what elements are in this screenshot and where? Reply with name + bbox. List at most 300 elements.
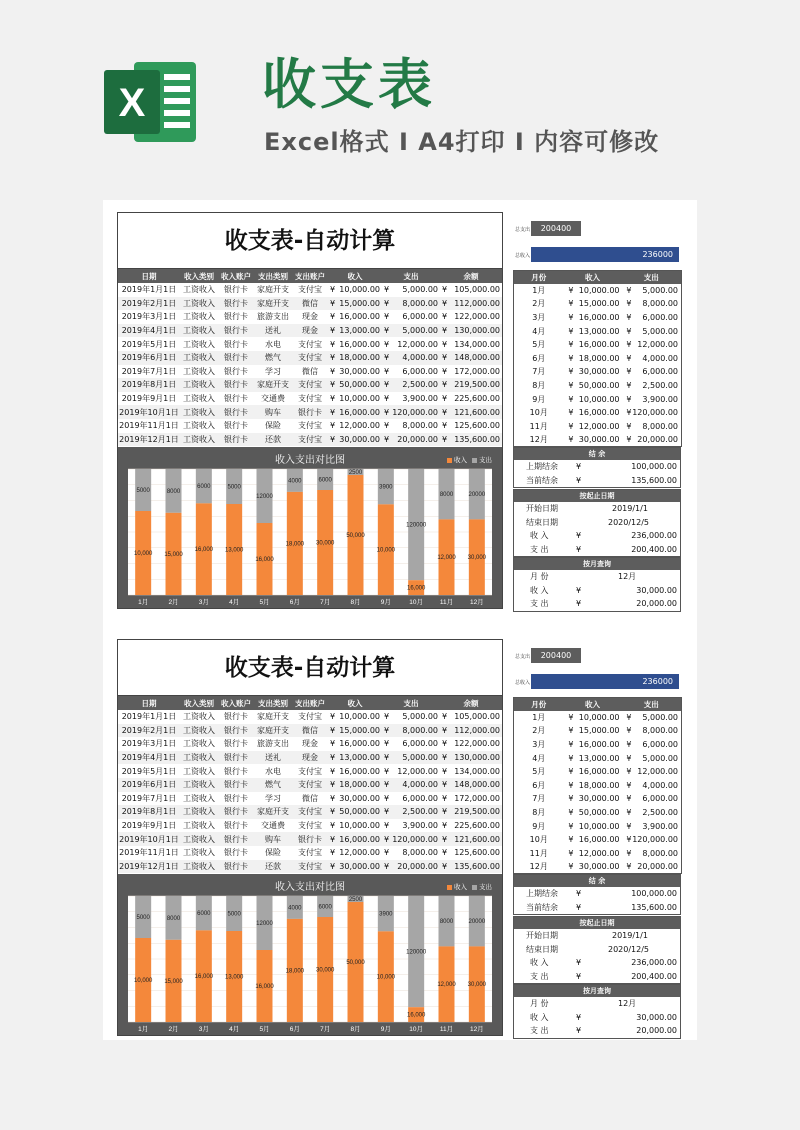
cur-balance-value: 135,600.00 (631, 475, 677, 485)
x-tick-label: 2月 (168, 599, 179, 606)
table-cell[interactable]: 银行卡 (218, 724, 254, 738)
table-cell[interactable]: 4,000.00 (392, 351, 440, 365)
table-cell[interactable]: 支付宝 (298, 285, 322, 295)
table-cell[interactable]: 122,000.00 (454, 739, 500, 749)
end-date-label: 结束日期 (526, 944, 558, 954)
table-cell[interactable]: 银行卡 (218, 378, 254, 392)
cur-balance-label: 当前结余 (526, 902, 558, 912)
table-cell[interactable]: 送礼 (254, 324, 292, 338)
monthly-expense-cell: 8,000.00 (642, 726, 678, 736)
currency-symbol: ¥ (440, 751, 450, 765)
monthly-row (514, 324, 682, 338)
table-cell[interactable]: 工资收入 (180, 860, 218, 874)
date-range-header: 按起止日期 (514, 490, 680, 502)
bar-label-income: 10,000 (376, 974, 396, 981)
table-cell[interactable]: 121,600.00 (450, 405, 502, 419)
bar-label-income: 30,000 (467, 982, 487, 989)
table-cell[interactable]: 172,000.00 (454, 793, 500, 803)
currency-symbol: ¥ (330, 848, 336, 858)
currency-symbol: ¥ (568, 835, 574, 845)
table-cell[interactable]: 219,500.00 (450, 378, 502, 392)
table-cell[interactable]: 银行卡 (218, 324, 254, 338)
bar-label-expense: 6000 (197, 484, 211, 491)
table-cell[interactable]: 工资收入 (180, 433, 218, 447)
monthly-expense-cell: 6,000.00 (642, 312, 678, 322)
table-cell[interactable]: 30,000.00 (339, 366, 380, 376)
month-cell: 10月 (529, 835, 548, 845)
table-cell[interactable]: 家庭开支 (254, 297, 292, 311)
table-cell[interactable]: 112,000.00 (450, 724, 502, 738)
table-cell[interactable]: 50,000.00 (338, 805, 382, 819)
table-cell[interactable]: 支付宝 (292, 351, 328, 365)
currency-symbol: ¥ (382, 832, 392, 846)
table-cell[interactable]: 16,000.00 (338, 832, 382, 846)
table-cell[interactable]: 银行卡 (218, 351, 254, 365)
table-cell[interactable]: 2019年4月1日 (118, 324, 180, 338)
monthly-expense-cell: 8,000.00 (642, 299, 678, 309)
table-cell[interactable]: 15,000.00 (338, 724, 382, 738)
table-cell[interactable]: 8,000.00 (402, 848, 438, 858)
table-cell[interactable]: 2019年3月1日 (121, 312, 177, 322)
start-date-input[interactable]: 2019/1/1 (612, 931, 648, 940)
table-cell[interactable]: 10,000.00 (339, 821, 380, 831)
table-cell[interactable]: 2019年2月1日 (118, 297, 180, 311)
monthly-expense-cell: 6,000.00 (642, 739, 678, 749)
month-select[interactable]: 12月 (618, 999, 637, 1008)
x-tick-label: 5月 (259, 1026, 270, 1033)
table-cell[interactable]: 2019年7月1日 (121, 366, 177, 376)
table-cell[interactable]: 工资收入 (183, 821, 215, 831)
table-cell[interactable]: 20,000.00 (392, 860, 440, 874)
table-cell[interactable]: 工资收入 (180, 832, 218, 846)
bar-label-expense: 4000 (288, 905, 302, 912)
table-cell[interactable]: 8,000.00 (392, 297, 440, 311)
table-cell[interactable]: 银行卡 (218, 832, 254, 846)
bar-label-income: 10,000 (133, 978, 153, 984)
currency-symbol: ¥ (328, 378, 338, 392)
month-select[interactable]: 12月 (618, 572, 637, 581)
table-cell[interactable]: 16,000.00 (339, 339, 380, 349)
table-cell[interactable]: 送礼 (254, 751, 292, 765)
table-cell[interactable]: 2019年4月1日 (118, 751, 180, 765)
table-cell[interactable]: 支付宝 (292, 433, 328, 447)
table-cell[interactable]: 18,000.00 (338, 778, 382, 792)
bar-label-income: 50,000 (346, 960, 365, 966)
cur-balance-label: 当前结余 (526, 475, 558, 485)
table-cell[interactable]: 120,000.00 (392, 832, 440, 846)
monthly-row (514, 751, 682, 765)
table-cell[interactable]: 125,600.00 (454, 848, 500, 858)
table-cell[interactable]: 还款 (254, 433, 292, 447)
table-cell[interactable]: 5,000.00 (392, 324, 440, 338)
table-cell[interactable]: 银行卡 (218, 805, 254, 819)
monthly-row (514, 351, 682, 365)
table-cell[interactable]: 保险 (265, 848, 281, 858)
table-cell[interactable]: 2019年5月1日 (121, 339, 177, 349)
table-cell[interactable]: 2019年3月1日 (121, 739, 177, 749)
table-cell[interactable]: 219,500.00 (450, 805, 502, 819)
table-row (118, 405, 502, 419)
table-cell[interactable]: 工资收入 (180, 778, 218, 792)
table-cell[interactable]: 工资收入 (183, 394, 215, 404)
table-cell[interactable]: 3,900.00 (402, 821, 438, 831)
table-cell[interactable]: 银行卡 (218, 860, 254, 874)
cur-balance-value: 135,600.00 (631, 902, 677, 912)
table-cell[interactable]: 工资收入 (180, 297, 218, 311)
table-cell[interactable]: 121,600.00 (450, 832, 502, 846)
currency-symbol: ¥ (440, 860, 450, 874)
table-cell[interactable]: 银行卡 (218, 297, 254, 311)
page-subtitle: Excel格式 I A4打印 I 内容可修改 (264, 128, 660, 156)
table-cell[interactable]: 30,000.00 (339, 793, 380, 803)
start-date-input[interactable]: 2019/1/1 (612, 504, 648, 513)
table-cell[interactable]: 4,000.00 (392, 778, 440, 792)
table-cell[interactable]: 2019年9月1日 (121, 394, 177, 404)
bar-label-income: 13,000 (224, 974, 244, 981)
table-cell[interactable]: 13,000.00 (338, 324, 382, 338)
month-income-value: 30,000.00 (636, 585, 677, 595)
table-cell[interactable]: 30,000.00 (338, 433, 382, 447)
table-cell[interactable]: 105,000.00 (454, 285, 500, 295)
table-cell[interactable]: 银行卡 (224, 394, 248, 404)
table-cell[interactable]: 18,000.00 (338, 351, 382, 365)
table-cell[interactable]: 8,000.00 (392, 724, 440, 738)
currency-symbol: ¥ (442, 421, 448, 431)
x-tick-label: 10月 (409, 599, 424, 606)
table-cell[interactable]: 5,000.00 (402, 712, 438, 722)
table-cell[interactable]: 学习 (265, 366, 281, 376)
table-cell[interactable]: 130,000.00 (450, 324, 502, 338)
table-cell[interactable]: 134,000.00 (454, 339, 500, 349)
end-date-input[interactable]: 2020/12/5 (608, 517, 650, 527)
currency-symbol: ¥ (626, 739, 632, 749)
table-cell[interactable]: 家庭开支 (257, 285, 289, 295)
table-cell[interactable]: 学习 (265, 793, 281, 803)
balance-section: 结 余 上期结余 ¥ 100,000.00 当前结余 ¥ 135,600.00 (513, 874, 681, 915)
table-cell[interactable]: 16,000.00 (339, 312, 380, 322)
currency-symbol: ¥ (568, 299, 574, 309)
table-cell[interactable]: 16,000.00 (339, 739, 380, 749)
table-cell[interactable]: 16,000.00 (339, 766, 380, 776)
table-cell[interactable]: 银行卡 (292, 832, 328, 846)
table-cell[interactable]: 现金 (292, 751, 328, 765)
monthly-expense-cell: 3,900.00 (642, 394, 678, 404)
table-cell[interactable]: 支付宝 (292, 860, 328, 874)
monthly-column-header: 月份 (514, 698, 564, 711)
table-cell[interactable]: 125,600.00 (454, 421, 500, 431)
month-expense-value: 20,000.00 (636, 1026, 677, 1035)
monthly-expense-cell: 4,000.00 (642, 780, 678, 790)
monthly-expense-cell: 120,000.00 (632, 835, 678, 845)
table-cell[interactable]: 还款 (254, 860, 292, 874)
table-row (118, 764, 502, 778)
table-cell[interactable]: 银行卡 (218, 751, 254, 765)
table-cell[interactable]: 2019年12月1日 (118, 433, 180, 447)
sheet-block (103, 627, 697, 1035)
table-cell[interactable]: 3,900.00 (402, 394, 438, 404)
table-cell[interactable]: 工资收入 (183, 793, 215, 803)
table-cell[interactable]: 16,000.00 (338, 405, 382, 419)
column-header: 收入 (328, 269, 382, 283)
table-cell[interactable]: 2019年2月1日 (118, 724, 180, 738)
month-cell: 12月 (529, 435, 548, 445)
table-cell[interactable]: 现金 (302, 312, 318, 322)
table-cell[interactable]: 现金 (302, 739, 318, 749)
table-cell[interactable]: 支付宝 (292, 378, 328, 392)
table-cell[interactable]: 水电 (265, 339, 281, 349)
table-cell[interactable]: 家庭开支 (257, 712, 289, 722)
table-cell[interactable]: 6,000.00 (402, 312, 438, 322)
currency-symbol: ¥ (330, 339, 336, 349)
table-cell[interactable]: 微信 (302, 793, 318, 803)
table-cell[interactable]: 2019年6月1日 (118, 351, 180, 365)
table-cell[interactable]: 工资收入 (183, 285, 215, 295)
table-cell[interactable]: 银行卡 (224, 421, 248, 431)
table-cell[interactable]: 2019年11月1日 (119, 421, 179, 431)
table-cell[interactable]: 工资收入 (180, 805, 218, 819)
table-cell[interactable]: 2019年8月1日 (118, 378, 180, 392)
bar-label-expense: 12000 (256, 494, 273, 500)
table-cell[interactable]: 银行卡 (224, 821, 248, 831)
table-cell[interactable]: 112,000.00 (450, 297, 502, 311)
table-cell[interactable]: 工资收入 (183, 421, 215, 431)
currency-symbol: ¥ (384, 285, 390, 295)
currency-symbol: ¥ (626, 821, 632, 831)
table-cell[interactable]: 10,000.00 (339, 394, 380, 404)
table-cell[interactable]: 银行卡 (224, 285, 248, 295)
bar-label-income: 18,000 (285, 968, 305, 975)
table-cell[interactable]: 2,500.00 (392, 805, 440, 819)
table-cell[interactable]: 12,000.00 (397, 766, 438, 776)
table-cell[interactable]: 工资收入 (180, 751, 218, 765)
currency-symbol: ¥ (626, 394, 632, 404)
legend-expense: 支出 (472, 882, 492, 891)
table-cell[interactable]: 225,600.00 (454, 821, 500, 831)
start-date-label: 开始日期 (526, 931, 558, 940)
table-cell[interactable]: 6,000.00 (402, 366, 438, 376)
month-cell: 5月 (532, 767, 546, 777)
table-cell[interactable]: 微信 (302, 366, 318, 376)
table-cell[interactable]: 2019年12月1日 (118, 860, 180, 874)
currency-symbol: ¥ (568, 380, 574, 390)
table-cell[interactable]: 148,000.00 (450, 778, 502, 792)
bar-label-expense: 20000 (468, 492, 486, 499)
table-cell[interactable]: 家庭开支 (254, 724, 292, 738)
column-header: 收入类别 (180, 269, 218, 283)
monthly-row (514, 297, 682, 311)
total-expense-label: 总支出 (515, 654, 531, 660)
chart-canvas (118, 447, 502, 608)
table-cell[interactable]: 工资收入 (183, 312, 215, 322)
table-cell[interactable]: 银行卡 (224, 339, 248, 349)
x-tick-label: 11月 (439, 599, 454, 606)
table-cell[interactable]: 银行卡 (224, 739, 248, 749)
table-row (118, 337, 502, 351)
table-cell[interactable]: 2019年7月1日 (121, 793, 177, 803)
bar-label-expense: 6000 (318, 477, 332, 484)
currency-symbol: ¥ (568, 312, 574, 322)
table-cell[interactable]: 30,000.00 (338, 860, 382, 874)
monthly-income-cell: 30,000.00 (578, 794, 620, 804)
monthly-income-cell: 16,000.00 (578, 408, 620, 418)
x-tick-label: 9月 (380, 1026, 391, 1033)
currency-symbol: ¥ (382, 805, 392, 819)
table-cell[interactable]: 银行卡 (218, 778, 254, 792)
table-cell[interactable]: 家庭开支 (254, 378, 292, 392)
table-cell[interactable]: 10,000.00 (339, 712, 380, 722)
table-cell[interactable]: 2019年10月1日 (118, 832, 180, 846)
table-cell[interactable]: 172,000.00 (454, 366, 500, 376)
bar-label-income: 50,000 (346, 533, 365, 539)
chart-title: 收入支出对比图 (275, 882, 345, 893)
currency-symbol: ¥ (382, 860, 392, 874)
table-cell[interactable]: 工资收入 (180, 324, 218, 338)
table-cell[interactable]: 银行卡 (292, 405, 328, 419)
table-cell[interactable]: 2019年9月1日 (121, 821, 177, 831)
table-cell[interactable]: 工资收入 (183, 712, 215, 722)
table-cell[interactable]: 50,000.00 (338, 378, 382, 392)
table-cell[interactable]: 2019年8月1日 (118, 805, 180, 819)
table-row (118, 751, 502, 765)
table-cell[interactable]: 工资收入 (183, 739, 215, 749)
table-cell[interactable]: 225,600.00 (454, 394, 500, 404)
table-cell[interactable]: 旅游支出 (257, 739, 289, 749)
table-cell[interactable]: 120,000.00 (392, 405, 440, 419)
table-cell[interactable]: 保险 (265, 421, 281, 431)
table-cell[interactable]: 105,000.00 (454, 712, 500, 722)
month-cell: 1月 (532, 712, 546, 722)
month-cell: 6月 (532, 780, 546, 790)
table-cell[interactable]: 支付宝 (292, 805, 328, 819)
table-cell[interactable]: 支付宝 (298, 821, 322, 831)
table-cell[interactable]: 水电 (265, 766, 281, 776)
table-cell[interactable]: 2,500.00 (392, 378, 440, 392)
currency-symbol: ¥ (626, 848, 632, 858)
table-cell[interactable]: 工资收入 (180, 378, 218, 392)
table-cell[interactable]: 交通费 (261, 394, 285, 404)
table-cell[interactable]: 5,000.00 (392, 751, 440, 765)
end-date-input[interactable]: 2020/12/5 (608, 944, 650, 954)
table-cell[interactable]: 工资收入 (180, 405, 218, 419)
table-cell[interactable]: 5,000.00 (402, 285, 438, 295)
table-cell[interactable]: 130,000.00 (450, 751, 502, 765)
table-cell[interactable]: 工资收入 (183, 766, 215, 776)
bar-label-income: 30,000 (315, 540, 335, 547)
table-cell[interactable]: 支付宝 (292, 778, 328, 792)
bar-label-income: 16,000 (255, 557, 274, 563)
table-cell[interactable]: 10,000.00 (339, 285, 380, 295)
table-cell[interactable]: 银行卡 (218, 405, 254, 419)
table-cell[interactable]: 2019年5月1日 (121, 766, 177, 776)
table-cell[interactable]: 135,600.00 (450, 433, 502, 447)
table-cell[interactable]: 家庭开支 (254, 805, 292, 819)
table-cell[interactable]: 支付宝 (298, 848, 322, 858)
table-cell[interactable]: 燃气 (254, 351, 292, 365)
table-cell[interactable]: 2019年6月1日 (118, 778, 180, 792)
monthly-expense-cell: 3,900.00 (642, 821, 678, 831)
monthly-row (514, 806, 682, 820)
currency-symbol: ¥ (440, 351, 450, 365)
column-header: 收入账户 (218, 269, 254, 283)
table-cell[interactable]: 燃气 (254, 778, 292, 792)
table-cell[interactable]: 银行卡 (224, 712, 248, 722)
table-cell[interactable]: 148,000.00 (450, 351, 502, 365)
table-cell[interactable]: 微信 (292, 297, 328, 311)
currency-symbol: ¥ (328, 297, 338, 311)
table-cell[interactable]: 2019年11月1日 (119, 848, 179, 858)
table-cell[interactable]: 工资收入 (180, 351, 218, 365)
monthly-row (514, 711, 682, 725)
table-cell[interactable]: 银行卡 (224, 793, 248, 803)
table-cell[interactable]: 现金 (292, 324, 328, 338)
table-cell[interactable]: 微信 (292, 724, 328, 738)
bar-label-expense: 5000 (136, 488, 150, 494)
monthly-column-header: 支出 (622, 271, 682, 284)
table-cell[interactable]: 122,000.00 (454, 312, 500, 322)
table-cell[interactable]: 2019年10月1日 (118, 405, 180, 419)
table-cell[interactable]: 银行卡 (224, 312, 248, 322)
table-cell[interactable]: 2019年1月1日 (121, 712, 177, 722)
table-cell[interactable]: 工资收入 (183, 848, 215, 858)
summary-panel (513, 212, 681, 609)
table-row (118, 351, 502, 365)
bar-label-income: 16,000 (194, 547, 214, 554)
table-cell[interactable]: 购车 (254, 832, 292, 846)
table-cell[interactable]: 交通费 (261, 821, 285, 831)
table-cell[interactable]: 工资收入 (180, 724, 218, 738)
table-cell[interactable]: 购车 (254, 405, 292, 419)
table-cell[interactable]: 2019年1月1日 (121, 285, 177, 295)
table-cell[interactable]: 银行卡 (218, 433, 254, 447)
table-cell[interactable]: 12,000.00 (397, 339, 438, 349)
table-cell[interactable]: 8,000.00 (402, 421, 438, 431)
table-cell[interactable]: 13,000.00 (338, 751, 382, 765)
table-row (118, 419, 502, 433)
table-cell[interactable]: 支付宝 (298, 766, 322, 776)
table-cell[interactable]: 支付宝 (298, 421, 322, 431)
bar-label-income: 13,000 (224, 547, 244, 554)
monthly-expense-cell: 120,000.00 (632, 408, 678, 418)
table-cell[interactable]: 银行卡 (224, 766, 248, 776)
currency-symbol: ¥ (382, 778, 392, 792)
table-cell[interactable]: 支付宝 (298, 394, 322, 404)
table-cell[interactable]: 支付宝 (298, 712, 322, 722)
table-cell[interactable]: 135,600.00 (450, 860, 502, 874)
table-cell[interactable]: 12,000.00 (339, 421, 380, 431)
table-cell[interactable]: 旅游支出 (257, 312, 289, 322)
currency-symbol: ¥ (626, 326, 632, 336)
table-cell[interactable]: 6,000.00 (402, 739, 438, 749)
table-cell[interactable]: 15,000.00 (338, 297, 382, 311)
currency-symbol: ¥ (626, 767, 632, 777)
table-cell[interactable]: 银行卡 (224, 848, 248, 858)
currency-symbol: ¥ (568, 848, 574, 858)
table-cell[interactable]: 20,000.00 (392, 433, 440, 447)
table-cell[interactable]: 6,000.00 (402, 793, 438, 803)
currency-symbol: ¥ (626, 408, 632, 418)
x-tick-label: 3月 (198, 599, 209, 606)
table-cell[interactable]: 支付宝 (298, 339, 322, 349)
table-cell[interactable]: 工资收入 (183, 366, 215, 376)
currency-symbol: ¥ (568, 767, 574, 777)
currency-symbol: ¥ (440, 324, 450, 338)
table-cell[interactable]: 工资收入 (183, 339, 215, 349)
table-cell[interactable]: 134,000.00 (454, 766, 500, 776)
table-cell[interactable]: 银行卡 (224, 366, 248, 376)
column-header: 收入类别 (180, 696, 218, 710)
month-income-label: 收 入 (530, 1012, 549, 1022)
table-cell[interactable]: 12,000.00 (339, 848, 380, 858)
